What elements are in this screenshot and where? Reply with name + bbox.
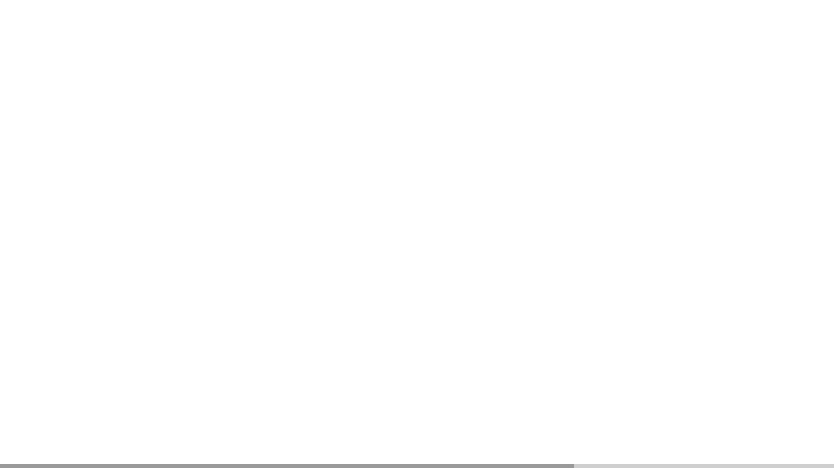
next-section-band-partial-dark [0, 464, 574, 468]
next-section-band-partial [0, 464, 834, 468]
title-row [0, 0, 834, 50]
